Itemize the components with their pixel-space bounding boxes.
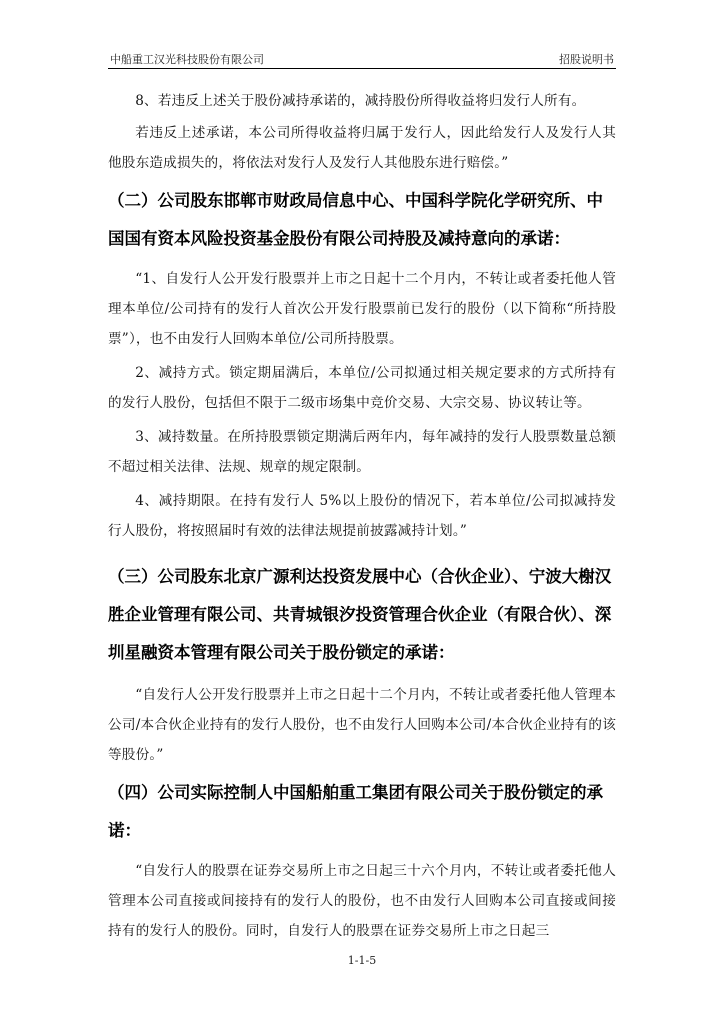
- paragraph: “自发行人的股票在证券交易所上市之日起三十六个月内，不转让或者委托他人管理本公司直接或间接持有的发行人的股份，也不由发行人回购本公司直接或间接持有的发行人的股份。同时，自发行人的股票在证券交易所上市之日起三: [108, 863, 616, 939]
- paragraph: “自发行人公开发行股票并上市之日起十二个月内，不转让或者委托他人管理本公司/本合伙企业持有的发行人股份，也不由发行人回购本公司/本合伙企业持有的该等股份。”: [108, 687, 616, 763]
- document-body: [108, 86, 616, 946]
- paragraph: 8、若违反上述关于股份减持承诺的，减持股份所得收益将归发行人所有。: [135, 93, 586, 109]
- header-company-name: 中船重工汉光科技股份有限公司: [110, 53, 264, 66]
- paragraph: 2、减持方式。锁定期届满后，本单位/公司拟通过相关规定要求的方式所持有的发行人股份，包括但不限于二级市场集中竞价交易、大宗交易、协议转让等。: [108, 365, 616, 411]
- page-header: [108, 48, 616, 69]
- section-heading: （三）公司股东北京广源利达投资发展中心（合伙企业）、宁波大榭汉胜企业管理有限公司、共青城银汐投资管理合伙企业（有限合伙）、深圳星融资本管理有限公司关于股份锁定的承诺：: [108, 567, 612, 662]
- paragraph: 若违反上述承诺，本公司所得收益将归属于发行人，因此给发行人及发行人其他股东造成损失的，将依法对发行人及发行人其他股东进行赔偿。”: [108, 125, 616, 171]
- section-heading: （二）公司股东邯郸市财政局信息中心、中国科学院化学研究所、中国国有资本风险投资基金股份有限公司持股及减持意向的承诺：: [108, 191, 603, 248]
- paragraph: “1、自发行人公开发行股票并上市之日起十二个月内，不转让或者委托他人管理本单位/公司持有的发行人首次公开发行股票前已发行的股份（以下简称“所持股票”），也不由发行人回购本单位/公司所持股票。: [108, 271, 616, 347]
- section-heading: （四）公司实际控制人中国船舶重工集团有限公司关于股份锁定的承诺：: [108, 783, 603, 840]
- page-number: 1-1-5: [347, 954, 377, 967]
- header-document-type: 招股说明书: [559, 53, 614, 66]
- paragraph: 4、减持期限。在持有发行人 5%以上股份的情况下，若本单位/公司拟减持发行人股份，将按照届时有效的法律法规提前披露减持计划。”: [108, 493, 616, 539]
- paragraph: 3、减持数量。在所持股票锁定期满后两年内，每年减持的发行人股票数量总额不超过相关法律、法规、规章的规定限制。: [108, 429, 616, 475]
